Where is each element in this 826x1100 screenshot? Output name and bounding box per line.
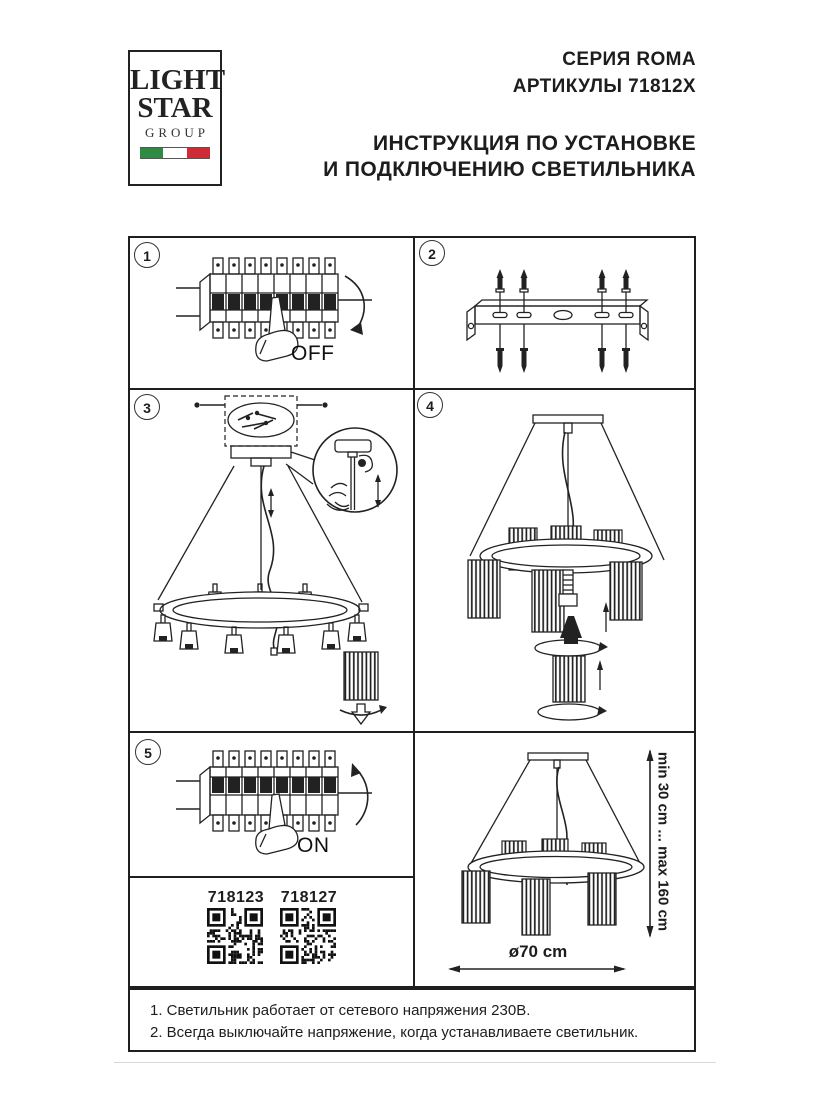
off-label: OFF [291, 342, 335, 365]
step-4-badge: 4 [417, 392, 443, 418]
height-dimension-label: min 30 cm ... max 160 cm [654, 751, 672, 932]
step-1-badge: 1 [134, 242, 160, 268]
grid-divider-qr [128, 876, 414, 878]
logo-word-light: LIGHT [130, 64, 226, 96]
flag-green-segment [140, 148, 163, 158]
panel-5-breaker-on-diagram [130, 733, 412, 874]
qr-code-label-718127: 718127 [280, 889, 338, 906]
qr-code [280, 908, 336, 964]
instruction-title-line2: И ПОДКЛЮЧЕНИЮ СВЕТИЛЬНИКА [323, 158, 696, 181]
note-1: 1. Светильник работает от сетевого напряжения 230В. [150, 1002, 531, 1019]
diameter-dimension-label: ø70 cm [508, 942, 568, 961]
qr-code-label-718123: 718123 [207, 889, 265, 906]
step-5-badge: 5 [135, 739, 161, 765]
panel-1-breaker-off-diagram [130, 238, 412, 386]
panel-2-bracket-diagram [416, 238, 694, 386]
flag-white-segment [163, 148, 186, 158]
italian-flag-bar [140, 147, 210, 159]
step-3-badge: 3 [134, 394, 160, 420]
step-2-badge: 2 [419, 240, 445, 266]
series-title: СЕРИЯ ROMA [562, 49, 696, 70]
logo-word-star: STAR [137, 92, 213, 124]
instruction-title-line1: ИНСТРУКЦИЯ ПО УСТАНОВКЕ [372, 132, 696, 155]
note-2: 2. Всегда выключайте напряжение, когда устанавливаете светильник. [150, 1024, 639, 1041]
logo-word-group: GROUP [144, 125, 210, 140]
on-label: ON [297, 834, 330, 857]
panel-4-lamp-install-diagram [416, 390, 694, 729]
lightstar-logo [128, 50, 226, 186]
page-edge-shadow [114, 1062, 716, 1063]
header-block [323, 46, 696, 183]
qr-code [207, 908, 263, 964]
panel-3-assembly-diagram [130, 390, 412, 729]
notes-text [150, 1000, 638, 1044]
articles-title: АРТИКУЛЫ 71812X [512, 76, 696, 97]
flag-red-segment [187, 148, 210, 158]
